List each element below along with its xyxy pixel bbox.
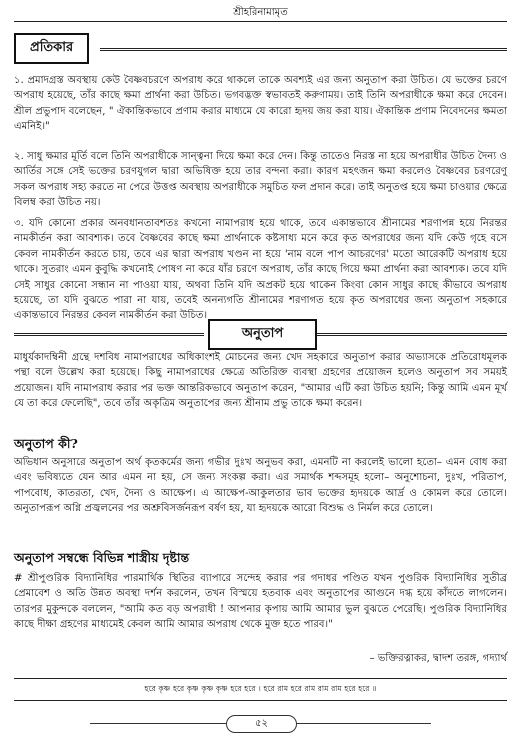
- header-rule: [14, 21, 507, 22]
- footer-rule: [14, 678, 507, 679]
- section-heading-repentance: অনুতাপ: [208, 319, 317, 350]
- heading-rule-left: [14, 333, 204, 336]
- running-header: শ্রীহরিনামামৃত: [233, 7, 288, 18]
- paragraph-what-is-repentance: অভিধান অনুসারে অনুতাপ অর্থ কৃতকর্মের জন্য গভীর দুঃখ অনুভব করা, এমনটি না করলেই ভালো হতো– এমন বোধ করা এবং ভবিষ্যতে যেন আর এমন না হয়, সে জন্য সংকল্প করা। এর সমার্থক শব্দসমূহ হলো– অনুশোচনা, দুঃখ, পরিতাপ, পাপবোধ, কাতরতা, খেদ, দৈন্য ও আক্ষেপ। এ আক্ষেপ-আকুলতার ভাব ভক্তের হৃদয়কে আর্দ্র ও কোমল করে তোলে। অনুতাপরূপ অগ্নি প্রজ্বলনের পর অশ্রুবিসর্জনরূপ বর্ষণ হয়, যা হৃদয়কে আরো বিশুদ্ধ ও নির্মল করে তোলে।: [14, 457, 507, 515]
- footer-mantra: হরে কৃষ্ণ হরে কৃষ্ণ কৃষ্ণ কৃষ্ণ হরে হরে । হরে রাম হরে রাম রাম রাম হরে হরে ॥: [144, 684, 377, 693]
- section-heading-what-is-repentance: অনুতাপ কী?: [14, 436, 78, 451]
- page-number: ৫২: [226, 715, 297, 733]
- page-number-ornament: [0, 715, 521, 733]
- ornament-line-left: [90, 723, 240, 724]
- paragraph-remedy-1: ১. প্রমাদগ্রস্ত অবস্থায় কেউ বৈষ্ণবচরণে অপরাধ করে থাকলে তাকে অবশ্যই এর জন্য অনুতাপ করা উচিত। যে ভক্তের চরণে অপরাধ হয়েছে, তাঁর কাছে ক্ষমা প্রার্থনা করা উচিত। ভগবদ্ভক্ত স্বভাবতই করুণাময়। তাই তিনি অপরাধীকে ক্ষমা করে দেবেন। শ্রীল প্রভুপাদ বলেছেন, " ঐকান্তিকভাবে প্রণাম করার মাধ্যমে যে কারো হৃদয় জয় করা যায়। ঐকান্তিক প্রণাম নিবেদনের ক্ষমতা এমনিই।": [14, 75, 507, 133]
- paragraph-remedy-3: ৩. যদি কোনো প্রকার অনবধানতাবশতঃ কখনো নামাপরাধ হয়ে থাকে, তবে একান্তভাবে শ্রীনামের শরণাপন্ন হয়ে নিরন্তর নামকীর্তন করা আবশ্যক। তবে বৈষ্ণবের কাছে ক্ষমা প্রার্থনাকে কষ্টসাধ্য মনে করে কৃত অপরাধের জন্য যদি কেউ গৃহে বসে কেবল নামকীর্তন করতে চায়, তবে এর দ্বারা অপরাধ খণ্ডন না হয়ে 'নাম বলে পাপ আচরণের' মতো আরেকটি অপরাধ হয়ে থাকে। সুতরাং এমন কুবুদ্ধি কখনোই পোষণ না করে যাঁর চরণে অপরাধ, তাঁর কাছে গিয়ে ক্ষমা প্রার্থনা করা আবশ্যক। তবে যদি সেই সাধুর কোনো সন্ধান না পাওয়া যায়, অথবা তিনি যদি অপ্রকট হয়ে থাকেন কিংবা কোন সাধুর কাছে কীভাবে অপরাধ হয়েছে, তা যদি বুঝতে পারা না যায়, তবেই অনন্যগতি শ্রীনামের শরণাগত হয়ে কৃত অপরাধের জন্য অনুতাপ সহকারে একান্তভাবে নিরন্তর কেবল নামকীর্তন করা উচিত।: [14, 218, 507, 322]
- heading-rule: [100, 48, 507, 51]
- section-heading-scriptural-examples: অনুতাপ সম্বন্ধে বিভিন্ন শাস্ত্রীয় দৃষ্টান্ত: [14, 550, 190, 565]
- paragraph-repentance: মাধুর্যকাদম্বিনী গ্রন্থে দশবিধ নামাপরাধের অধিকাংশই মোচনের জন্য খেদ সহকারে অনুতাপ করার অভ্যাসকে প্রতিরোধমূলক পন্থা বলে উল্লেখ করা হয়েছে। কিছু নামাপরাধের ক্ষেত্রে অতিরিক্ত ব্যবস্থা গ্রহণের প্রয়োজন হলেও অনুতাপ সব সময়ই প্রয়োজন। যদি নামাপরাধ করার পর ভক্ত আন্তরিকভাবে অনুতাপ করেন, "আমার এটি করা উচিত হয়নি; কিন্তু আমি এমন মূর্খ যে তা করে ফেলেছি", তবে তাঁর অকৃত্রিম অনুতাপের জন্য শ্রীনাম প্রভু তাকে ক্ষমা করেন।: [14, 352, 507, 410]
- paragraph-scriptural-example: # শ্রীপুণ্ডরিক বিদ্যানিধির পারমার্থিক স্থিতির ব্যাপারে সন্দেহ করার পর গদাধর পণ্ডিত যখন পুণ্ডরিক বিদ্যানিধির সুতীব্র প্রেমাবেশ ও অতি উন্নত অবস্থা দর্শন করলেন, তখন বিস্ময়ে হতবাক এবং অনুতাপের আগুনে দগ্ধ হয়ে কাঁদতে লাগলেন। তারপর মুকুন্দকে বললেন, "আমি কত বড় অপরাধী ! আপনার কৃপায় আমি আমার ভুল বুঝতে পেরেছি। পুণ্ডরিক বিদ্যানিধির কাছে দীক্ষা গ্রহণের মাধ্যমেই কেবল আমি আমার অপরাধ থেকে মুক্ত হতে পারব।": [14, 573, 507, 631]
- section-heading-remedy: প্রতিকার: [14, 33, 89, 64]
- heading-rule-right: [317, 333, 507, 336]
- footer-rule-bottom: [14, 700, 507, 701]
- ornament-line-right: [281, 723, 431, 724]
- paragraph-remedy-2: ২. সাধু ক্ষমার মূর্তি বলে তিনি অপরাধীকে সান্ত্বনা দিয়ে ক্ষমা করে দেন। কিন্তু তাতেও নিরস্ত না হয়ে অপরাধীর উচিত দৈন্য ও আর্তির সঙ্গে সেই ভক্তের চরণযুগল দ্বারা অভিষিক্ত হয়ে তার বন্দনা করা। কারণ মহৎজন ক্ষমা করলেও বৈষ্ণবের চরণরেণু সকল অপরাধ সহ্য করতে না পেরে উত্তপ্ত অবস্থায় অপরাধীকে সমুচিত ফল প্রদান করে। তাই অনুতপ্ত হয়ে ক্ষমা চাওয়ার ক্ষেত্রে বিলম্ব করা উচিত নয়।: [14, 151, 507, 209]
- source-citation: – ভক্তিরত্নাকর, দ্বাদশ তরঙ্গ, গদ্যার্থ: [369, 653, 507, 664]
